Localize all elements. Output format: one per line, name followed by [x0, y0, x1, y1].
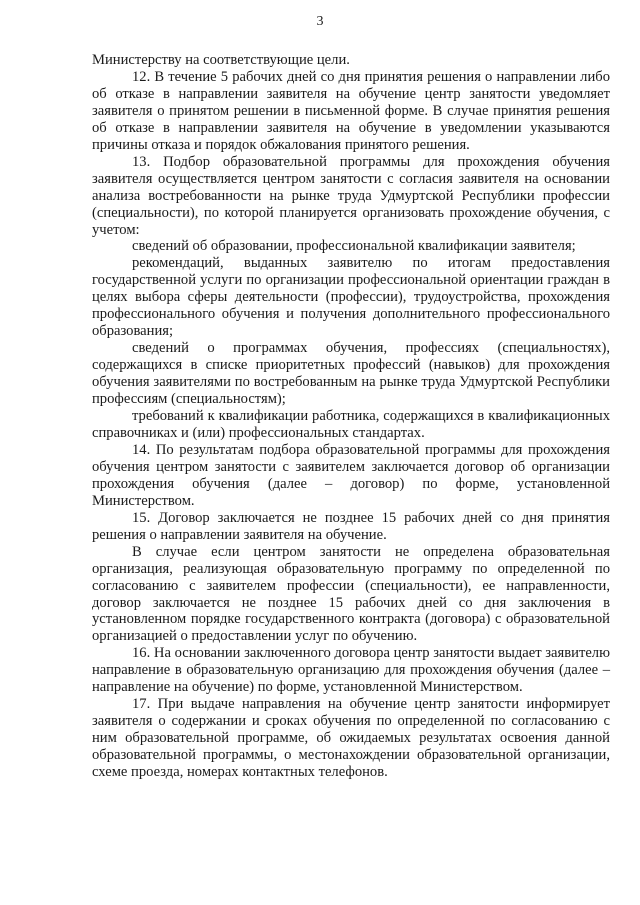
paragraph-14: 14. По результатам подбора образовательной программы для прохождения обучения центром занятости с заявителем заключается договор об организации прохождения обучения (далее – договор) по форме, установленной Министерством. [92, 441, 610, 509]
paragraph-15-case: В случае если центром занятости не определена образовательная организация, реализующая образовательную программу по определенной по согласованию с заявителем профессии (специальности), ее направленности, договор заключается не позднее 15 рабочих дней со дня заключения в установленном порядке государственного контракта (договора) с образовательной организацией о предоставлении услуг по обучению. [92, 543, 610, 645]
paragraph-12: 12. В течение 5 рабочих дней со дня принятия решения о направлении либо об отказе в направлении заявителя на обучение центр занятости уведомляет заявителя о принятом решении в письменной форме. В случае принятия решения об отказе в направлении заявителя на обучение в уведомлении указываются причины отказа и порядок обжалования принятого решения. [92, 68, 610, 153]
paragraph-13-item-education: сведений об образовании, профессиональной квалификации заявителя; [132, 238, 576, 255]
paragraph-17: 17. При выдаче направления на обучение центр занятости информирует заявителя о содержании и сроках обучения по определенной по согласованию с ним образовательной программе, об ожидаемых результатах освоения данной образовательной программы, о местонахождении образовательной организации, схеме проезда, номерах контактных телефонов. [92, 696, 610, 781]
paragraph-13: 13. Подбор образовательной программы для прохождения обучения заявителя осуществляется центром занятости с согласия заявителя на основании анализа востребованности на рынке труда Удмуртской Республики профессии (специальности), по которой планируется организовать прохождение обучения, с учетом: [92, 153, 610, 238]
document-body [92, 52, 610, 781]
paragraph-13-item-recommendations: рекомендаций, выданных заявителю по итогам предоставления государственной услуги по организации профессиональной ориентации граждан в целях выбора сферы деятельности (профессии), трудоустройства, прохождения профессионального обучения и получения дополнительного профессионального образования; [92, 255, 610, 340]
paragraph-13-item-programs: сведений о программах обучения, профессиях (специальностях), содержащихся в списке приоритетных профессий (навыков) для прохождения обучения заявителями по востребованным на рынке труда Удмуртской Республики профессиям (специальностям); [92, 340, 610, 408]
paragraph-16: 16. На основании заключенного договора центр занятости выдает заявителю направление в образовательную организацию для прохождения обучения (далее – направление на обучение) по форме, установленной Министерством. [92, 645, 610, 696]
page-number: 3 [316, 14, 324, 29]
paragraph-15: 15. Договор заключается не позднее 15 рабочих дней со дня принятия решения о направлении заявителя на обучение. [92, 509, 610, 543]
paragraph-13-item-requirements: требований к квалификации работника, содержащихся в квалификационных справочниках и (или) профессиональных стандартах. [92, 408, 610, 441]
paragraph-continuation: Министерству на соответствующие цели. [92, 52, 350, 68]
